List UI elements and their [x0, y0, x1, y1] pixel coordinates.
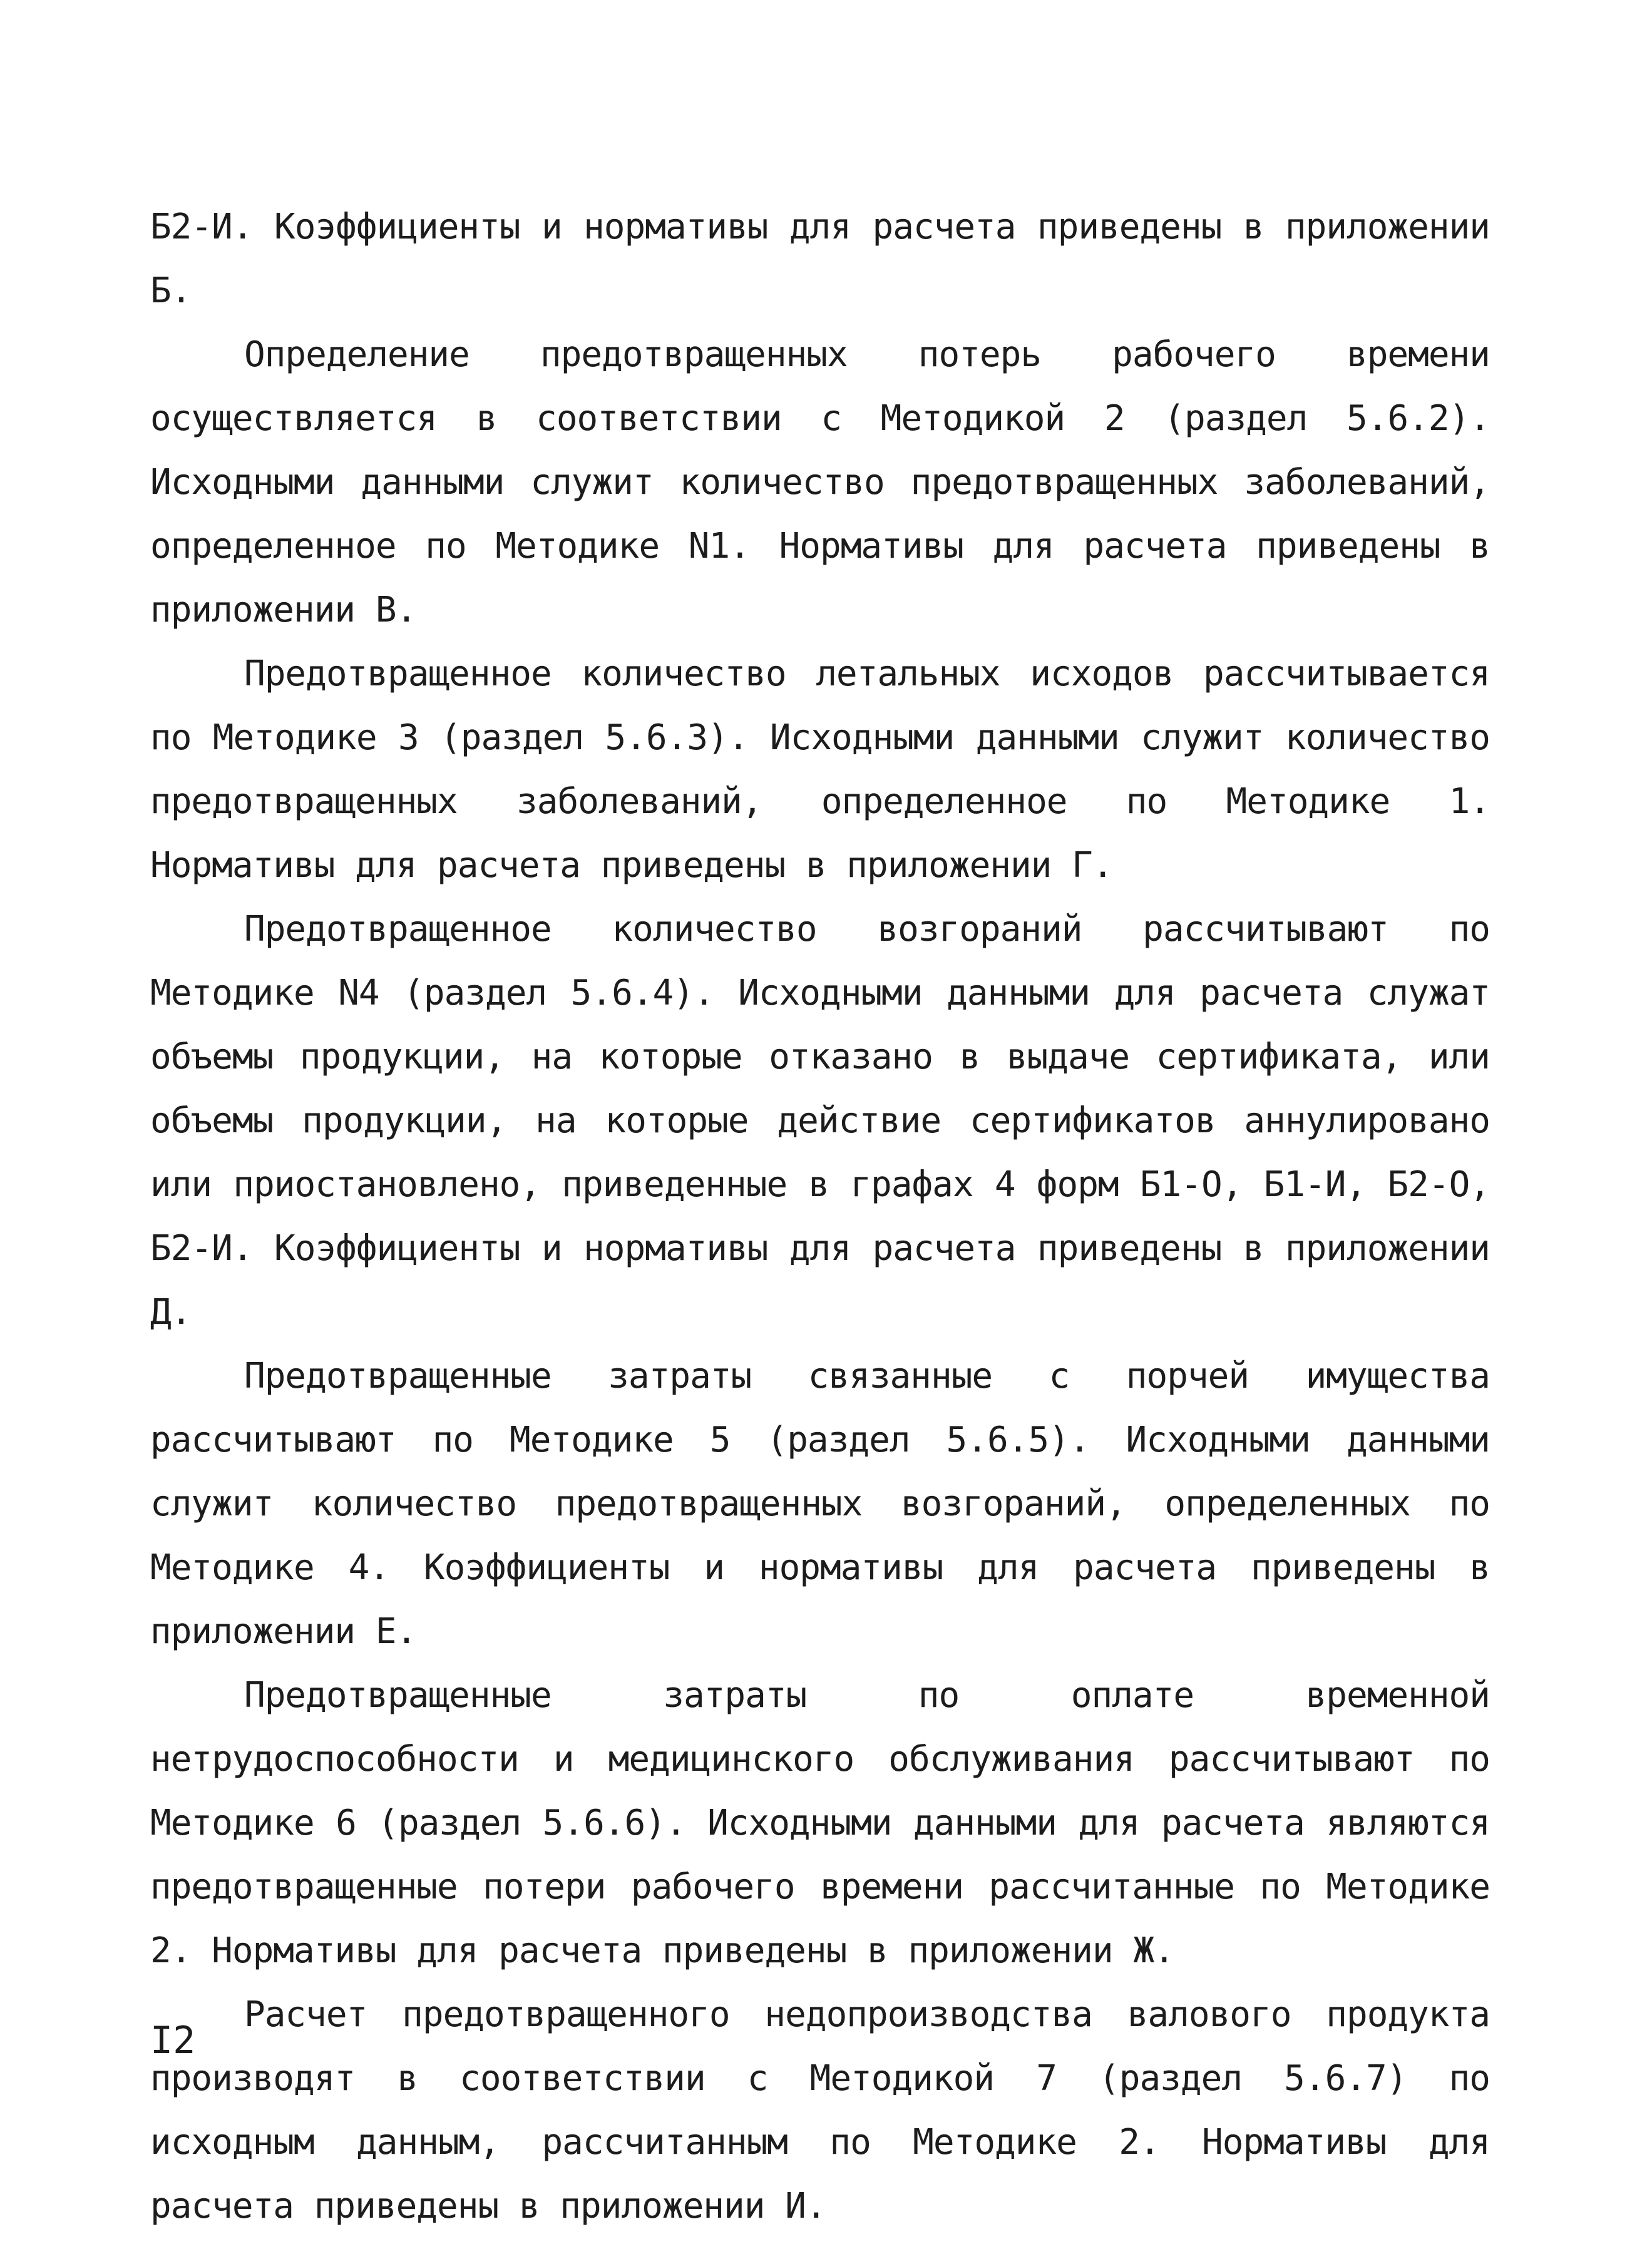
page-number: I2	[150, 2019, 196, 2062]
paragraph-lethal-outcomes: Предотвращенное количество летальных исходов рассчитывается по Методике 3 (раздел 5.6.3). Исходными данными служит количество предотвращенных заболеваний, определенное по Методике 1. Нормативы для расчета приведены в приложении Г.	[150, 653, 1490, 886]
paragraph-disability-costs: Предотвращенные затраты по оплате временной нетрудоспособности и медицинского обслуживания рассчитывают по Методике 6 (раздел 5.6.6). Исходными данными для расчета являются предотвращенные потери рабочего времени рассчитанные по Методике 2. Нормативы для расчета приведены в приложении Ж.	[150, 1675, 1490, 1971]
paragraph-gross-product: Расчет предотвращенного недопроизводства валового продукта производят в соответствии с Методикой 7 (раздел 5.6.7) по исходным данным, рассчитанным по Методике 2. Нормативы для расчета приведены в приложении И.	[150, 1994, 1490, 2226]
paragraph-property-damage: Предотвращенные затраты связанные с порчей имущества рассчитывают по Методике 5 (раздел 5.6.5). Исходными данными служит количество предотвращенных возгораний, определенных по Методике 4. Коэффициенты и нормативы для расчета приведены в приложении Е.	[150, 1356, 1490, 1652]
paragraph-continuation: Б2-И. Коэффициенты и нормативы для расчета приведены в приложении Б.	[150, 207, 1490, 311]
body-text	[150, 195, 1490, 2238]
paragraph-fires: Предотвращенное количество возгораний рассчитывают по Методике N4 (раздел 5.6.4). Исходными данными для расчета служат объемы продукции, на которые отказано в выдаче сертификата, или объемы продукции, на которые действие сертификатов аннулировано или приостановлено, приведенные в графах 4 форм Б1-О, Б1-И, Б2-О, Б2-И. Коэффициенты и нормативы для расчета приведены в приложении Д.	[150, 909, 1490, 1333]
paragraph-working-time-losses: Определение предотвращенных потерь рабочего времени осуществляется в соответствии с Методикой 2 (раздел 5.6.2). Исходными данными служит количество предотвращенных заболеваний, определенное по Методике N1. Нормативы для расчета приведены в приложении В.	[150, 334, 1490, 630]
